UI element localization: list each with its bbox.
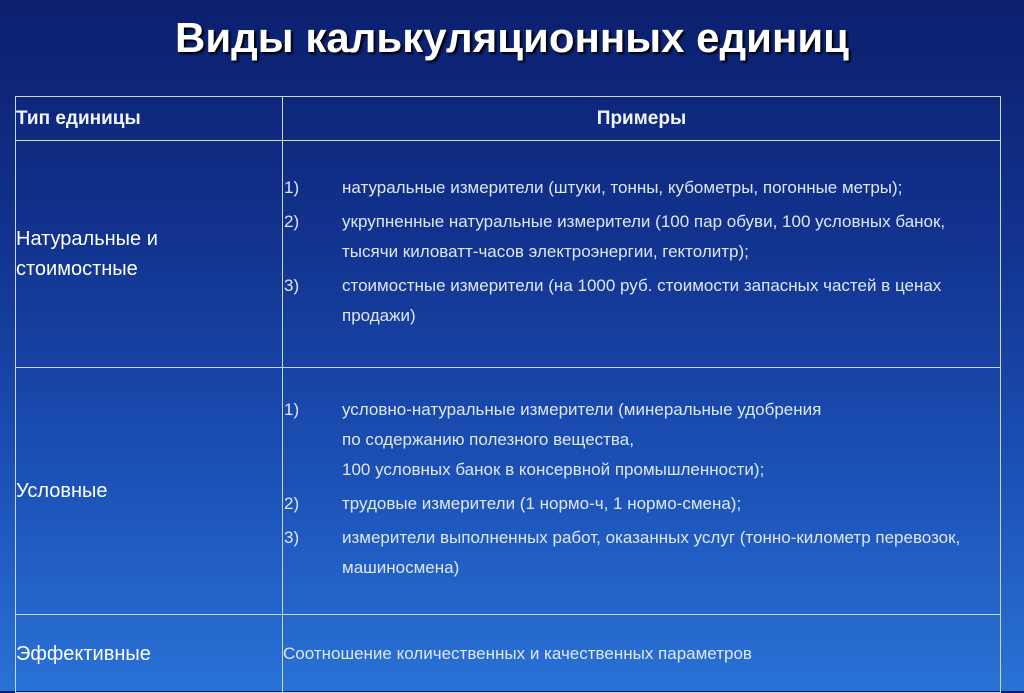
header-unit-type: Тип единицы <box>16 97 283 141</box>
header-examples: Примеры <box>283 97 1001 141</box>
example-item <box>283 395 1000 485</box>
unit-type-effective: Эффективные <box>16 615 283 693</box>
table-row-natural <box>16 141 1001 368</box>
example-text: измерители выполненных работ, оказанных услуг (тонно-километр перевозок, машиносмена) <box>342 528 961 577</box>
example-number: 2) <box>284 494 300 513</box>
page-title: Виды калькуляционных единиц <box>174 14 849 61</box>
example-number: 1) <box>284 178 300 197</box>
examples-natural <box>283 141 1001 368</box>
table-row-effective <box>16 615 1001 693</box>
example-item <box>283 207 1000 267</box>
example-number: 3) <box>284 276 300 295</box>
example-item <box>283 271 1000 331</box>
example-item <box>283 173 1000 203</box>
example-item <box>283 523 1000 583</box>
unit-type-conditional: Условные <box>16 368 283 615</box>
example-text: укрупненные натуральные измерители (100 пар обуви, 100 условных банок, тысячи киловатт-часов электроэнергии, гектолитр); <box>342 212 946 261</box>
table-row-conditional <box>16 368 1001 615</box>
table-header-row <box>16 97 1001 141</box>
example-item <box>283 489 1000 519</box>
calculation-units-table <box>15 96 1001 693</box>
unit-type-natural: Натуральные и стоимостные <box>16 141 283 368</box>
examples-conditional <box>283 368 1001 615</box>
example-number: 1) <box>284 400 300 419</box>
example-text: трудовые измерители (1 нормо-ч, 1 нормо-смена); <box>342 494 742 513</box>
example-text: условно-натуральные измерители (минеральные удобрения по содержанию полезного вещества, 100 условных банок в консервной промышленности); <box>342 400 822 479</box>
example-text: стоимостные измерители (на 1000 руб. стоимости запасных частей в ценах продажи) <box>342 276 942 325</box>
example-text: натуральные измерители (штуки, тонны, кубометры, погонные метры); <box>342 178 903 197</box>
example-number: 3) <box>284 528 300 547</box>
examples-effective: Соотношение количественных и качественных параметров <box>283 615 1001 693</box>
example-number: 2) <box>284 212 300 231</box>
